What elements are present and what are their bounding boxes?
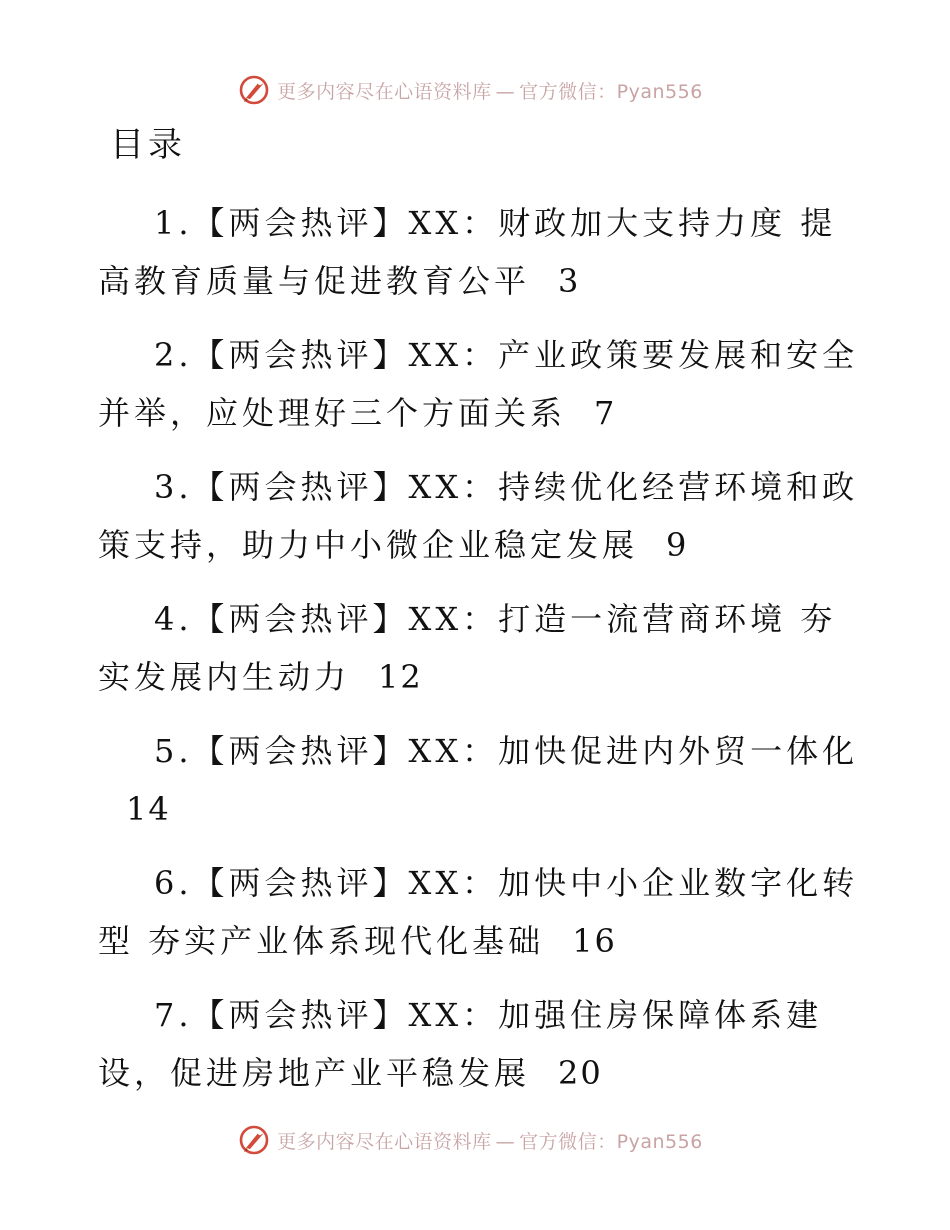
- toc-page-number: 20: [558, 1054, 603, 1092]
- toc-page-number: 9: [666, 526, 689, 564]
- toc-list: [98, 194, 863, 1118]
- toc-entry-text: 4.【两会热评】XX：打造一流营商环境 夯实发展内生动力: [98, 600, 837, 696]
- watermark-wechat: 官方微信：Pyan556: [519, 1130, 703, 1153]
- watermark-separator: —: [495, 1130, 516, 1153]
- toc-entry[interactable]: [98, 986, 863, 1102]
- quill-pen-logo-icon: [237, 1123, 271, 1157]
- toc-entry-text: 6.【两会热评】XX：加快中小企业数字化转型 夯实产业体系现代化基础: [98, 864, 859, 960]
- toc-entry[interactable]: [98, 326, 863, 442]
- toc-entry[interactable]: [98, 194, 863, 310]
- toc-entry-text: 3.【两会热评】XX：持续优化经营环境和政策支持，助力中小微企业稳定发展: [98, 468, 859, 564]
- toc-entry[interactable]: [98, 854, 863, 970]
- toc-page-number: 7: [594, 394, 617, 432]
- toc-entry-text: 1.【两会热评】XX：财政加大支持力度 提高教育质量与促进教育公平: [98, 204, 837, 300]
- toc-entry[interactable]: [98, 458, 863, 574]
- toc-page-number: 16: [572, 922, 617, 960]
- watermark-wechat: 官方微信：Pyan556: [519, 80, 703, 103]
- watermark-text: [277, 77, 703, 104]
- header-watermark: [0, 70, 950, 110]
- toc-entry[interactable]: [98, 590, 863, 706]
- toc-page-number: 12: [378, 658, 423, 696]
- toc-entry-text: 7.【两会热评】XX：加强住房保障体系建设，促进房地产业平稳发展: [98, 996, 823, 1092]
- footer-watermark: [0, 1120, 950, 1160]
- toc-entry[interactable]: [98, 722, 863, 838]
- toc-page-number: 3: [558, 262, 581, 300]
- watermark-text: [277, 1127, 703, 1154]
- toc-entry-text: 5.【两会热评】XX：加快促进内外贸一体化: [154, 732, 859, 770]
- watermark-group: [237, 73, 703, 107]
- watermark-site-name: 更多内容尽在心语资料库: [277, 80, 492, 103]
- toc-title: 目录: [110, 125, 186, 165]
- watermark-group: [237, 1123, 703, 1157]
- watermark-site-name: 更多内容尽在心语资料库: [277, 1130, 492, 1153]
- toc-page-number: 14: [126, 790, 171, 828]
- watermark-separator: —: [495, 80, 516, 103]
- toc-entry-text: 2.【两会热评】XX：产业政策要发展和安全并举，应处理好三个方面关系: [98, 336, 859, 432]
- quill-pen-logo-icon: [237, 73, 271, 107]
